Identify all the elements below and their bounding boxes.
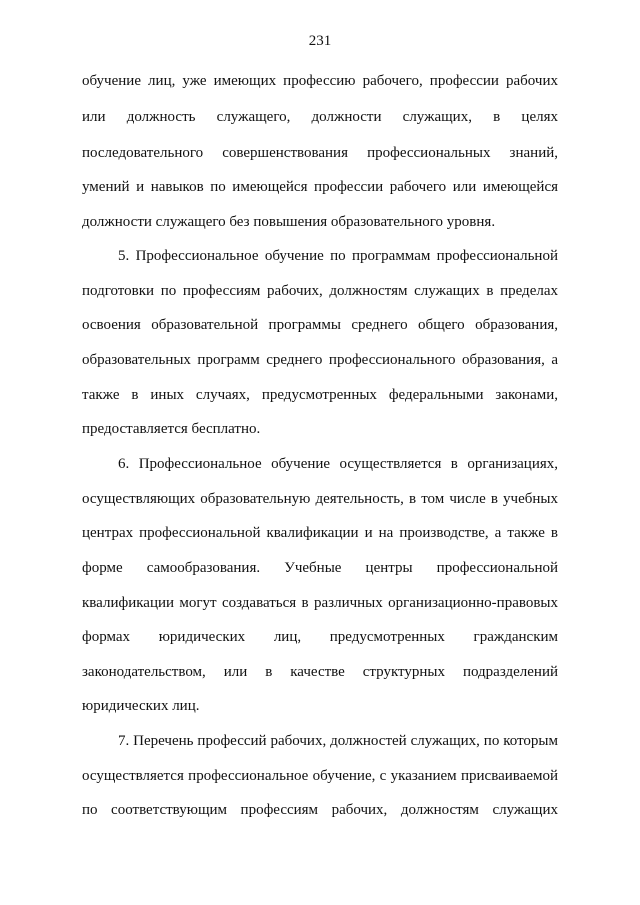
text-line: обучение лиц, уже имеющих профессию рабочего, профессии рабочих — [82, 73, 558, 89]
text-line: осуществляется профессиональное обучение, с указанием присваиваемой — [82, 768, 558, 784]
text-line: умений и навыков по имеющейся профессии рабочего или имеющейся — [82, 179, 558, 195]
text-line: юридических лиц. — [82, 698, 200, 714]
text-line: или должность служащего, должности служащих, в целях — [82, 109, 558, 125]
text-line: подготовки по профессиям рабочих, должностям служащих в пределах — [82, 283, 558, 299]
paragraph-5-first-line: 5. Профессиональное обучение по программам профессиональной — [118, 248, 558, 264]
text-line: должности служащего без повышения образовательного уровня. — [82, 214, 496, 230]
paragraph-6-first-line: 6. Профессиональное обучение осуществляется в организациях, — [118, 456, 558, 472]
text-line: по соответствующим профессиям рабочих, должностям служащих — [82, 802, 558, 818]
text-line: центрах профессиональной квалификации и на производстве, а также в — [82, 525, 558, 541]
text-line: освоения образовательной программы среднего общего образования, — [82, 317, 558, 333]
text-line: законодательством, или в качестве структурных подразделений — [82, 664, 558, 680]
text-line: форме самообразования. Учебные центры профессиональной — [82, 560, 558, 576]
text-line: осуществляющих образовательную деятельность, в том числе в учебных — [82, 491, 558, 507]
text-line: последовательного совершенствования профессиональных знаний, — [82, 145, 558, 161]
text-line: также в иных случаях, предусмотренных федеральными законами, — [82, 387, 558, 403]
text-line: предоставляется бесплатно. — [82, 421, 261, 437]
paragraph-7-first-line: 7. Перечень профессий рабочих, должностей служащих, по которым — [118, 733, 558, 749]
page-number: 231 — [308, 33, 332, 49]
text-line: квалификации могут создаваться в различных организационно-правовых — [82, 595, 558, 611]
text-line: образовательных программ среднего профессионального образования, а — [82, 352, 558, 368]
text-line: формах юридических лиц, предусмотренных гражданским — [82, 629, 558, 645]
